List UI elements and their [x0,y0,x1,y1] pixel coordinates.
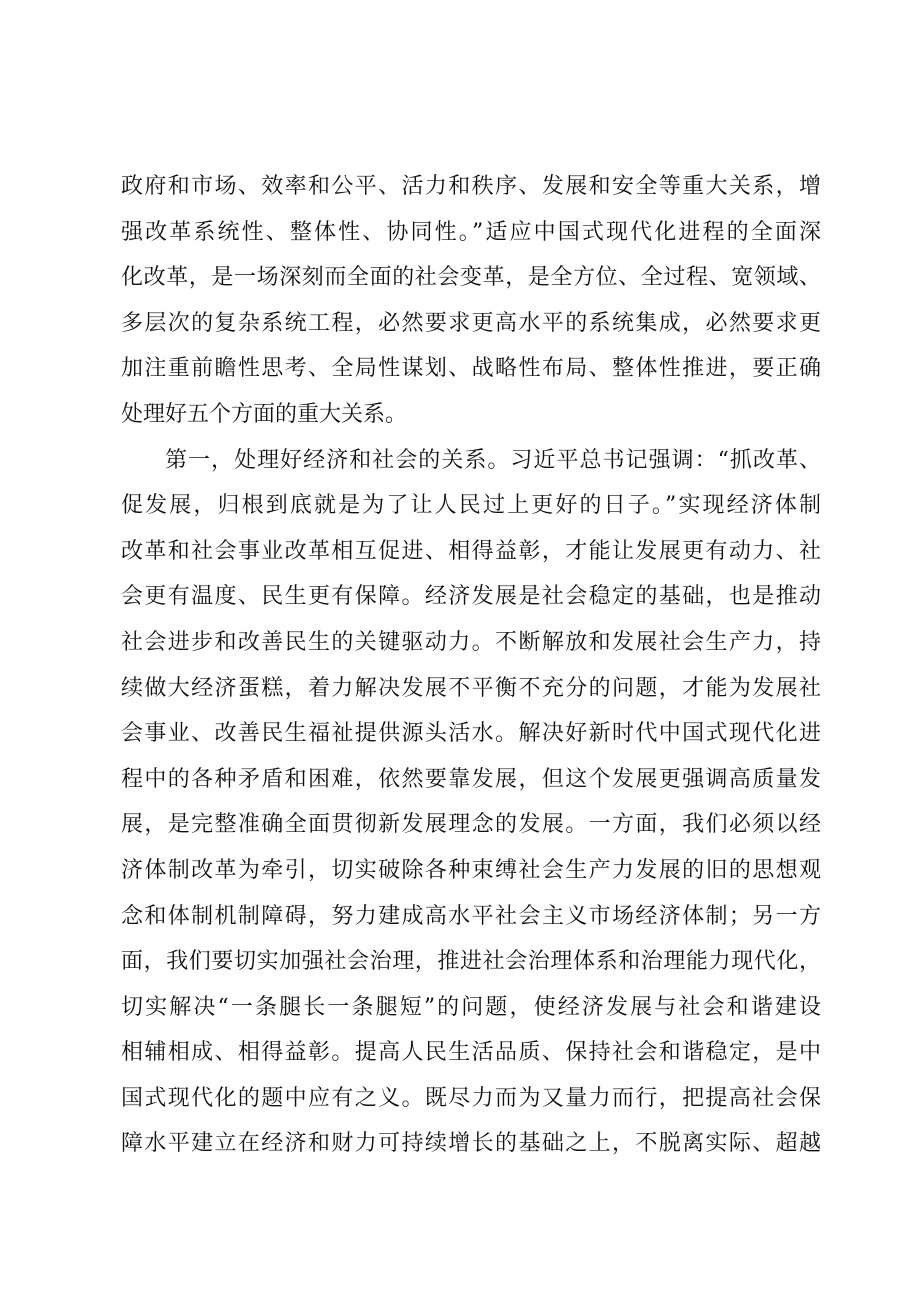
text-line: 改革和社会事业改革相互促进、相得益彰，才能让发展更有动力、社 [121,538,821,564]
text-line: 相辅相成、相得益彰。提高人民生活品质、保持社会和谐稳定，是中 [121,1040,821,1066]
text-line: 展，是完整准确全面贯彻新发展理念的发展。一方面，我们必须以经 [121,812,821,838]
text-line: 加注重前瞻性思考、全局性谋划、战略性布局、整体性推进，要正确 [121,356,821,382]
text-line: 促发展，归根到底就是为了让人民过上更好的日子。”实现经济体制 [121,493,821,519]
text-line: 面，我们要切实加强社会治理，推进社会治理体系和治理能力现代化， [121,949,821,975]
text-line: 国式现代化的题中应有之义。既尽力而为又量力而行，把提高社会保 [121,1085,821,1111]
text-line: 处理好五个方面的重大关系。 [121,401,408,427]
text-line: 续做大经济蛋糕，着力解决发展不平衡不充分的问题，才能为发展社 [121,675,821,701]
text-line: 切实解决“一条腿长一条腿短”的问题，使经济发展与社会和谐建设 [121,994,821,1020]
text-line: 程中的各种矛盾和困难，依然要靠发展，但这个发展更强调高质量发 [121,766,821,792]
document-body [121,164,821,1167]
text-line: 念和体制机制障碍，努力建成高水平社会主义市场经济体制；另一方 [121,903,821,929]
text-line: 化改革，是一场深刻而全面的社会变革，是全方位、全过程、宽领域、 [121,265,821,291]
text-line: 社会进步和改善民生的关键驱动力。不断解放和发展社会生产力，持 [121,629,821,655]
text-line: 多层次的复杂系统工程，必然要求更高水平的系统集成，必然要求更 [121,310,821,336]
paragraph-first-line: 第一，处理好经济和社会的关系。习近平总书记强调：“抓改革、 [165,447,821,473]
text-line: 政府和市场、效率和公平、活力和秩序、发展和安全等重大关系，增 [121,174,821,199]
text-line: 障水平建立在经济和财力可持续增长的基础之上，不脱离实际、超越 [121,1131,821,1157]
text-line: 会事业、改善民生福祉提供源头活水。解决好新时代中国式现代化进 [121,721,821,747]
text-line: 强改革系统性、整体性、协同性。”适应中国式现代化进程的全面深 [121,219,821,245]
text-line: 会更有温度、民生更有保障。经济发展是社会稳定的基础，也是推动 [121,584,821,610]
text-line: 济体制改革为牵引，切实破除各种束缚社会生产力发展的旧的思想观 [121,857,821,883]
